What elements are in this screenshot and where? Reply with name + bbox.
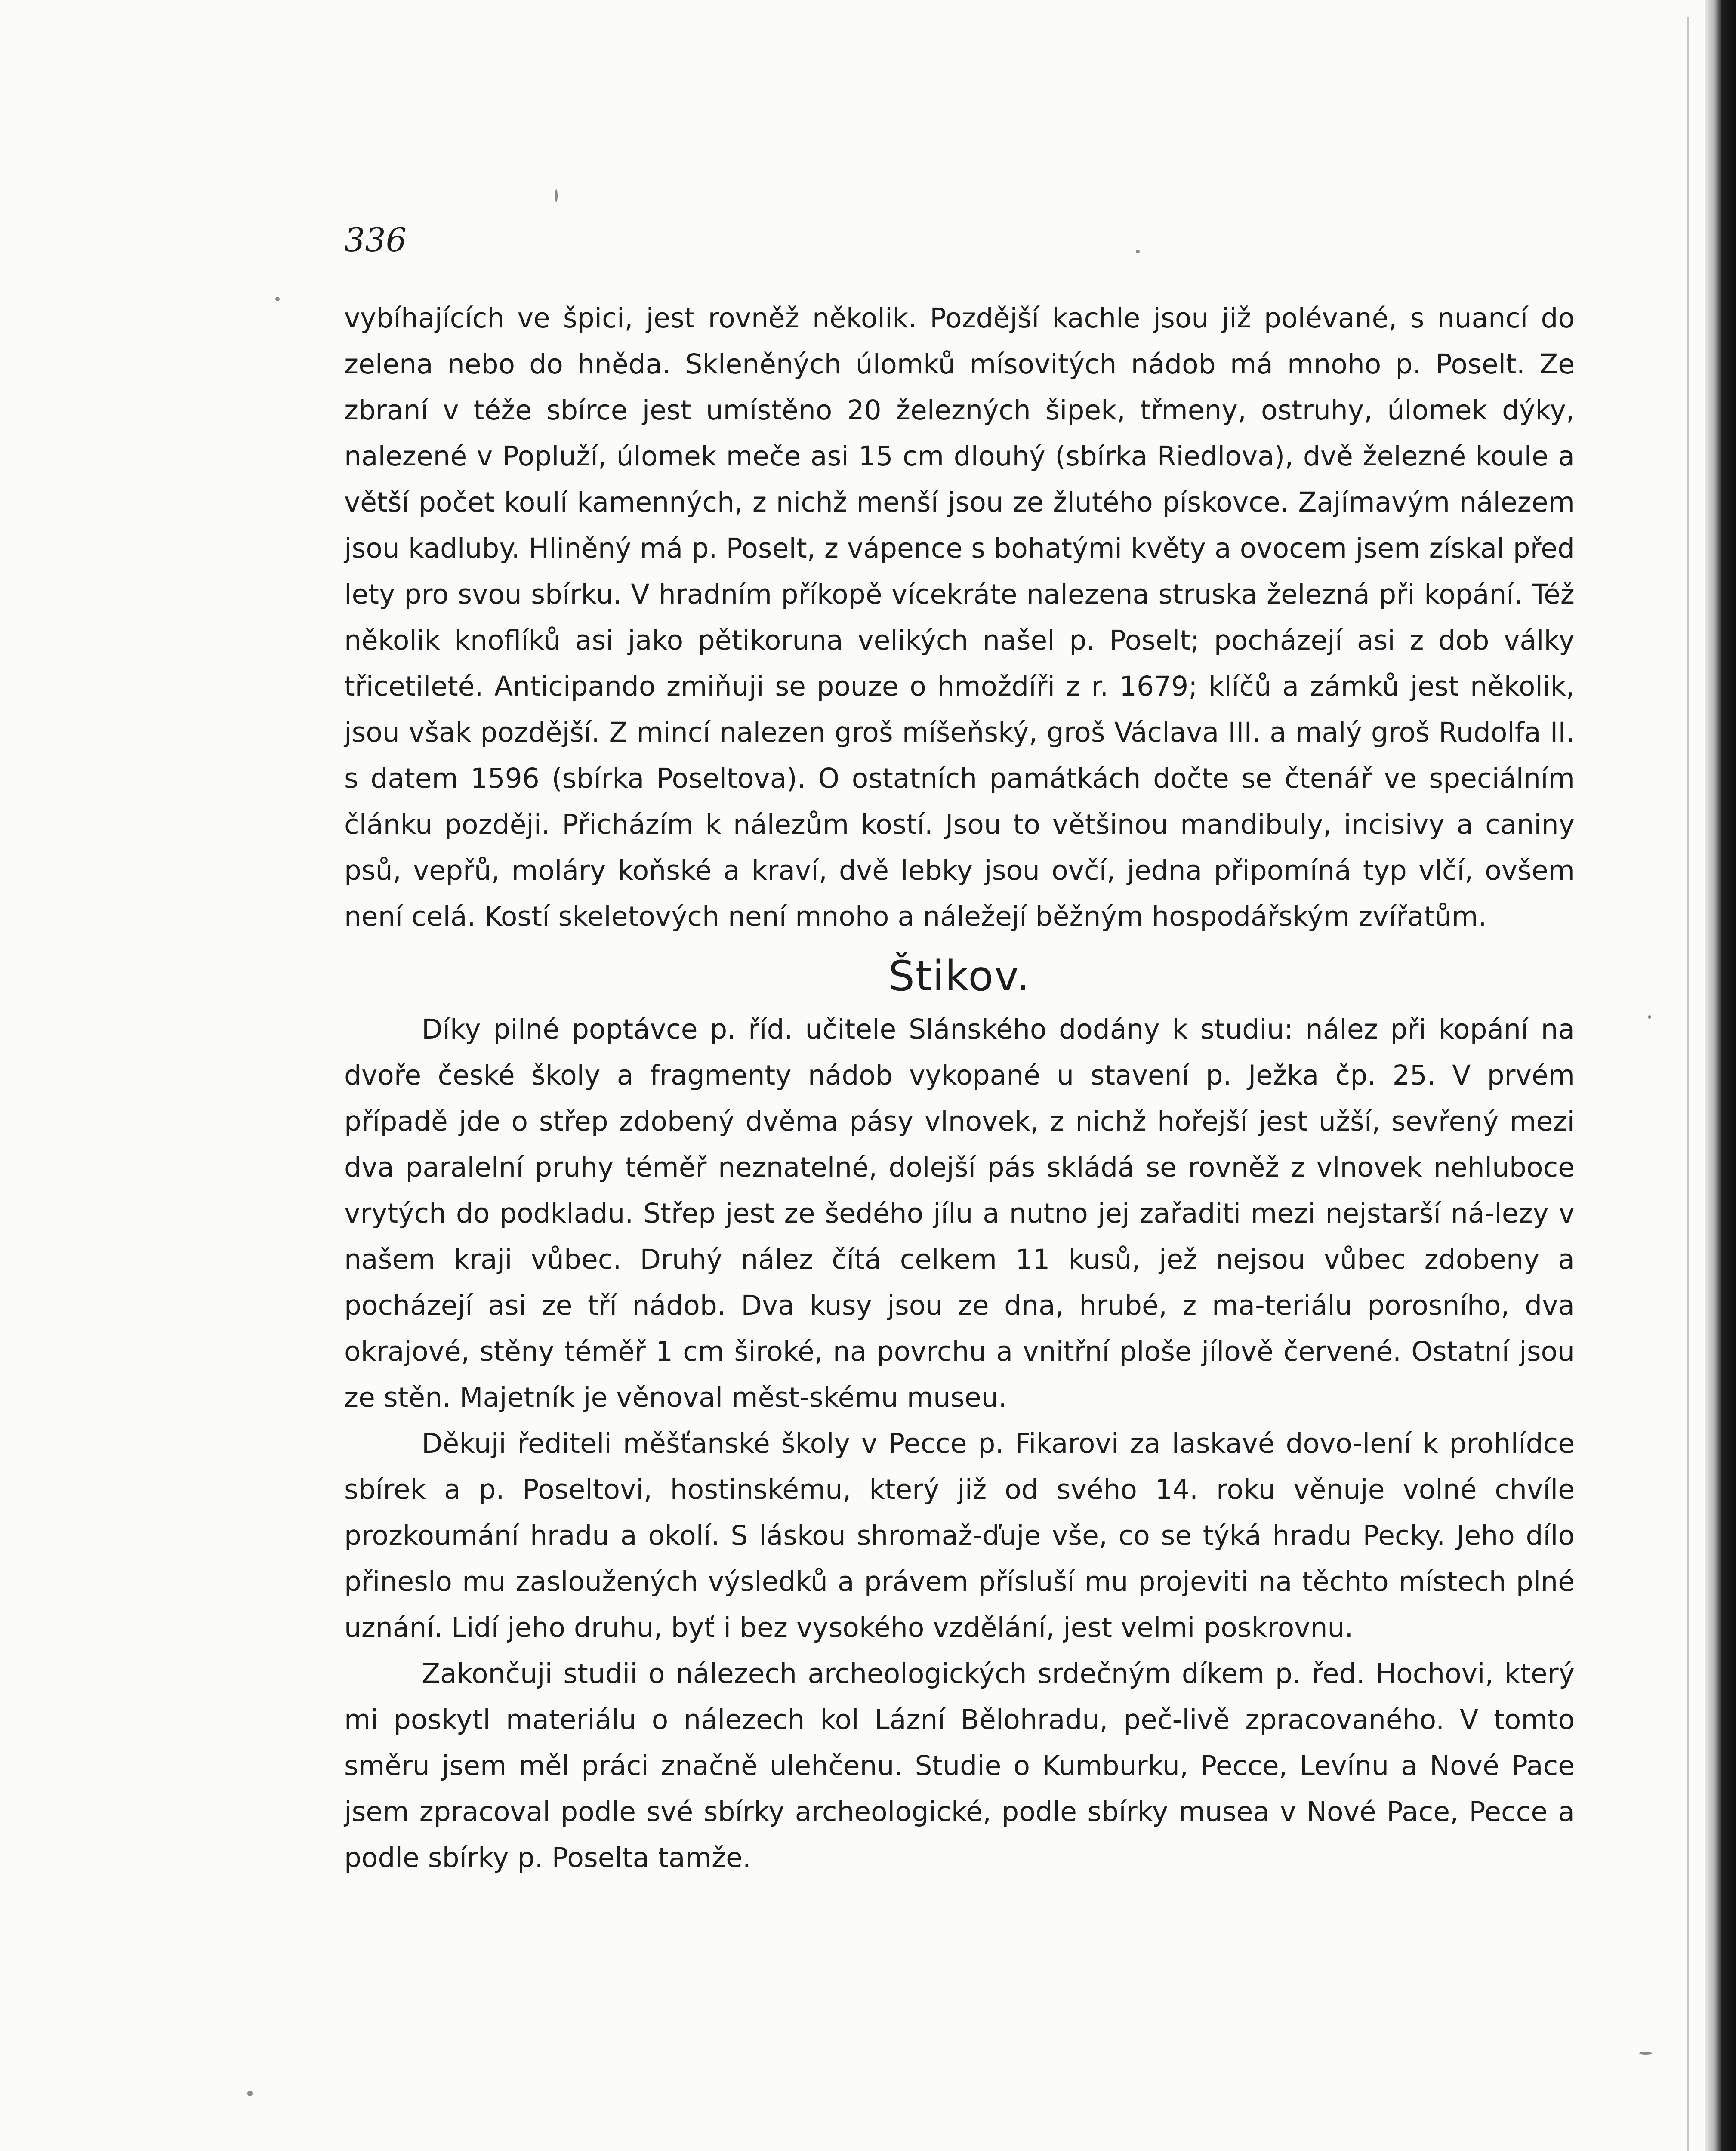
scan-speck [247, 2091, 253, 2096]
scan-speck [555, 189, 558, 202]
scan-speck [1639, 2052, 1652, 2055]
page-content [344, 221, 1575, 1881]
body-paragraph: vybíhajících ve špici, jest rovněž několik. Pozdější kachle jsou již polévané, s nuancí do zelena nebo do hněda. Skleněných úlomků mísovitých nádob má mnoho p. Poselt. Ze zbraní v téže sbírce jest umístěno 20 železných šipek, třmeny, ostruhy, úlomek dýky, nalezené v Popluží, úlomek meče asi 15 cm dlouhý (sbírka Riedlova), dvě železné koule a větší počet koulí kamenných, z nichž menší jsou ze žlutého pískovce. Zajímavým nálezem jsou kadluby. Hliněný má p. Poselt, z vápence s bohatými květy a ovocem jsem získal před lety pro svou sbírku. V hradním příkopě vícekráte nalezena struska železná při kopání. Též několik knoflíků asi jako pětikoruna velikých našel p. Poselt; pocházejí asi z dob války třicetileté. Anticipando zmiňuji se pouze o hmoždíři z r. 1679; klíčů a zámků jest několik, jsou však pozdější. Z mincí nalezen groš míšeňský, groš Václava III. a malý groš Rudolfa II. s datem 1596 (sbírka Poseltova). O ostatních památkách dočte se čtenář ve speciálním článku později. Přicházím k nálezům kostí. Jsou to většinou mandibuly, incisivy a caniny psů, vepřů, moláry koňské a kraví, dvě lebky jsou ovčí, jedna připomíná typ vlčí, ovšem není celá. Kostí skeletových není mnoho a náležejí běžným hospodářským zvířatům. [344, 302, 1575, 932]
scan-speck [275, 297, 280, 301]
section-heading: Štikov. [888, 952, 1031, 1000]
page-edge-line [1687, 17, 1689, 2151]
scan-speck [1648, 1015, 1651, 1019]
scan-edge [1705, 0, 1736, 2151]
page-number: 336 [344, 221, 407, 259]
body-paragraph: Zakončuji studii o nálezech archeologických srdečným díkem p. řed. Hochovi, který mi poskytl materiálu o nálezech kol Lázní Bělohradu, peč-livě zpracovaného. V tomto směru jsem měl práci značně ulehčenu. Studie o Kumburku, Pecce, Levínu a Nové Pace jsem zpracoval podle své sbírky archeologické, podle sbírky musea v Nové Pace, Pecce a podle sbírky p. Poselta tamže. [344, 1658, 1575, 1874]
body-paragraph: Díky pilné poptávce p. říd. učitele Slánského dodány k studiu: nález při kopání na dvoře české školy a fragmenty nádob vykopané u stavení p. Ježka čp. 25. V prvém případě jde o střep zdobený dvěma pásy vlnovek, z nichž hořejší jest užší, sevřený mezi dva paralelní pruhy téměř neznatelné, dolejší pás skládá se rovněž z vlnovek nehluboce vrytých do podkladu. Střep jest ze šedého jílu a nutno jej zařaditi mezi nejstarší ná-lezy v našem kraji vůbec. Druhý nález čítá celkem 11 kusů, jež nejsou vůbec zdobeny a pocházejí asi ze tří nádob. Dva kusy jsou ze dna, hrubé, z ma-teriálu porosního, dva okrajové, stěny téměř 1 cm široké, na povrchu a vnitřní ploše jílově červené. Ostatní jsou ze stěn. Majetník je věnoval měst-skému museu. [344, 1014, 1575, 1413]
body-paragraph: Děkuji řediteli měšťanské školy v Pecce p. Fikarovi za laskavé dovo-lení k prohlídce sbírek a p. Poseltovi, hostinskému, který již od svého 14. roku věnuje volné chvíle prozkoumání hradu a okolí. S láskou shromaž-ďuje vše, co se týká hradu Pecky. Jeho dílo přineslo mu zasloužených výsledků a právem přísluší mu projeviti na těchto místech plné uznání. Lidí jeho druhu, byť i bez vysokého vzdělání, jest velmi poskrovnu. [344, 1428, 1575, 1643]
